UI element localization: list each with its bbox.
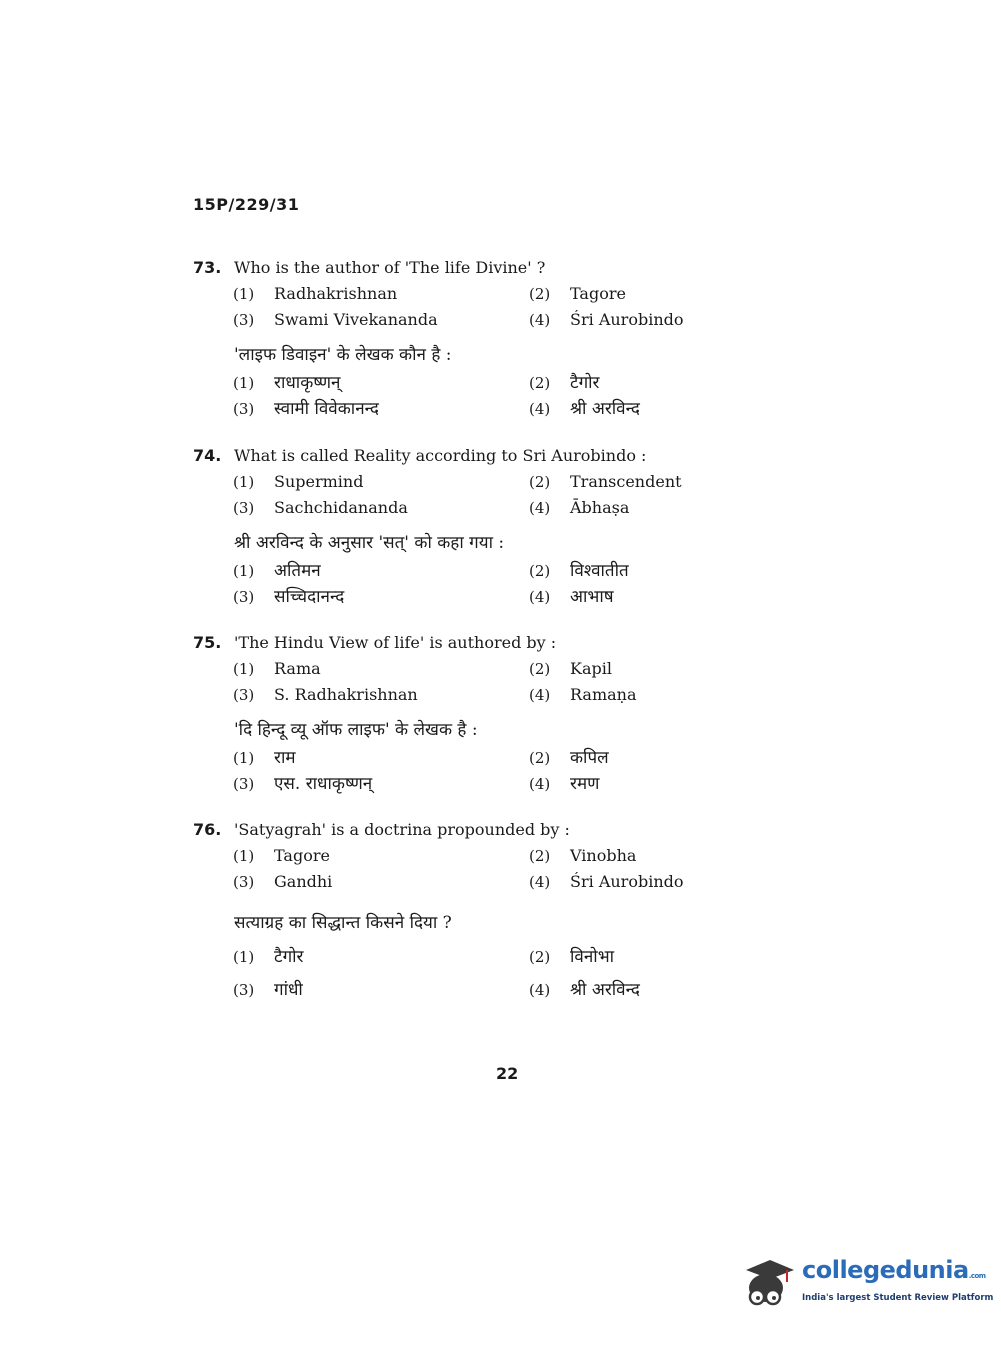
question-text-hi: श्री अरविन्द के अनुसार 'सत्' को कहा गया : (234, 533, 505, 553)
question-74 (193, 446, 753, 610)
option-number: (1) (233, 660, 255, 678)
option (233, 284, 397, 303)
option-text: श्री अरविन्द (570, 980, 640, 1000)
option-text: Śri Aurobindo (570, 310, 684, 329)
option (529, 472, 682, 491)
option-text: राम (274, 748, 296, 768)
question-number: 76. (193, 820, 222, 839)
page-number: 22 (496, 1064, 519, 1083)
option-text: टैगोर (570, 373, 600, 393)
option-row (193, 846, 753, 872)
option (233, 846, 330, 865)
option (529, 846, 636, 865)
option-number: (1) (233, 473, 255, 491)
question-number: 73. (193, 258, 222, 277)
option-number: (1) (233, 847, 255, 865)
option-number: (3) (233, 775, 255, 793)
option-row (193, 472, 753, 498)
question-75 (193, 633, 753, 797)
option (233, 396, 379, 419)
question-text-hi: सत्याग्रह का सिद्धान्त किसने दिया ? (234, 913, 452, 933)
option-number: (2) (529, 473, 551, 491)
option-text: Radhakrishnan (274, 284, 398, 303)
option-number: (1) (233, 374, 255, 392)
option (233, 771, 372, 794)
option-row (193, 370, 753, 396)
option (529, 944, 614, 967)
option-text: टैगोर (274, 947, 304, 967)
question-text-hi: 'दि हिन्दू व्यू ऑफ लाइफ' के लेखक है : (234, 720, 478, 740)
option-number: (4) (529, 499, 551, 517)
question-text-en: 'Satyagrah' is a doctrina propounded by : (234, 820, 570, 839)
option-number: (2) (529, 948, 551, 966)
option-number: (1) (233, 562, 255, 580)
question-line (193, 820, 753, 846)
option-text: एस. राधाकृष्णन् (274, 774, 373, 794)
logo-brand-text: collegedunia (802, 1256, 969, 1284)
option (233, 977, 303, 1000)
paper-code: 15P/229/31 (193, 195, 300, 214)
option-number: (3) (233, 499, 255, 517)
option (233, 872, 332, 891)
question-line-hi (193, 717, 753, 745)
option-number: (3) (233, 311, 255, 329)
option-number: (4) (529, 775, 551, 793)
option (233, 370, 340, 393)
option-text: अतिमन (274, 561, 321, 581)
mascot-icon (740, 1252, 798, 1310)
option-text: S. Radhakrishnan (274, 685, 418, 704)
question-line-hi (193, 530, 753, 558)
logo-brand (802, 1256, 986, 1284)
option-text: विश्वातीत (570, 561, 629, 581)
option-text: Supermind (274, 472, 364, 491)
option-text: सच्चिदानन्द (274, 587, 345, 607)
question-text-en: What is called Reality according to Sri Aurobindo : (234, 446, 647, 465)
option (529, 370, 600, 393)
question-number: 74. (193, 446, 222, 465)
option-row (193, 498, 753, 524)
option (233, 472, 363, 491)
question-text-en: Who is the author of 'The life Divine' ? (234, 258, 546, 277)
option-row (193, 396, 753, 422)
option (529, 584, 614, 607)
option (529, 771, 599, 794)
question-line-hi (193, 910, 753, 944)
option (529, 977, 640, 1000)
option-row (193, 977, 753, 1010)
option-text: रमण (570, 774, 600, 794)
option (529, 872, 684, 891)
option-number: (1) (233, 285, 255, 303)
collegedunia-logo (740, 1250, 994, 1312)
option-row (193, 584, 753, 610)
option (529, 659, 612, 678)
option-row (193, 284, 753, 310)
option-text: श्री अरविन्द (570, 399, 640, 419)
option-number: (1) (233, 749, 255, 767)
option-number: (3) (233, 981, 255, 999)
option-text: Rama (274, 659, 321, 678)
option (233, 944, 304, 967)
option-text: Tagore (274, 846, 330, 865)
option (233, 584, 344, 607)
option-text: कपिल (570, 748, 609, 768)
option-text: स्वामी विवेकानन्द (274, 399, 379, 419)
option-text: विनोभा (570, 947, 615, 967)
option-text: Ramaṇa (570, 685, 637, 704)
option-text: Śri Aurobindo (570, 872, 684, 891)
logo-brand-suffix: .com (968, 1272, 986, 1280)
option (233, 310, 438, 329)
option-row (193, 659, 753, 685)
option-number: (3) (233, 686, 255, 704)
option-text: Vinobha (570, 846, 637, 865)
option (529, 685, 637, 704)
option-text: राधाकृष्णन् (274, 373, 341, 393)
option-number: (2) (529, 285, 551, 303)
option-number: (1) (233, 948, 255, 966)
option-text: Kapil (570, 659, 612, 678)
option-number: (2) (529, 562, 551, 580)
option-number: (2) (529, 749, 551, 767)
option-row (193, 745, 753, 771)
question-line (193, 258, 753, 284)
option-row (193, 685, 753, 711)
option-number: (4) (529, 588, 551, 606)
option-number: (4) (529, 873, 551, 891)
question-76 (193, 820, 753, 1010)
option-row (193, 771, 753, 797)
option-number: (4) (529, 981, 551, 999)
question-line (193, 446, 753, 472)
option (233, 498, 408, 517)
option-text: Transcendent (570, 472, 682, 491)
option-number: (4) (529, 311, 551, 329)
option-number: (2) (529, 660, 551, 678)
option (529, 498, 629, 517)
option-row (193, 872, 753, 898)
option-number: (3) (233, 588, 255, 606)
option (529, 284, 626, 303)
option (233, 558, 321, 581)
option-text: गांधी (274, 980, 303, 1000)
option-number: (4) (529, 686, 551, 704)
option-text: आभाष (570, 587, 614, 607)
option-text: Swami Vivekananda (274, 310, 438, 329)
option-row (193, 558, 753, 584)
option-text: Sachchidananda (274, 498, 408, 517)
option-number: (2) (529, 374, 551, 392)
logo-tagline: India's largest Student Review Platform (802, 1293, 994, 1303)
option-number: (4) (529, 400, 551, 418)
option (529, 396, 640, 419)
question-line-hi (193, 342, 753, 370)
option (529, 745, 609, 768)
option-number: (3) (233, 400, 255, 418)
option (233, 745, 296, 768)
question-number: 75. (193, 633, 222, 652)
option-text: Ābhaṣa (570, 498, 630, 517)
option (529, 558, 629, 581)
option-number: (3) (233, 873, 255, 891)
option-number: (2) (529, 847, 551, 865)
option-text: Gandhi (274, 872, 333, 891)
option (233, 685, 418, 704)
option-row (193, 310, 753, 336)
question-73 (193, 258, 753, 422)
question-line (193, 633, 753, 659)
option (233, 659, 321, 678)
question-text-hi: 'लाइफ डिवाइन' के लेखक कौन है : (234, 345, 452, 365)
question-text-en: 'The Hindu View of life' is authored by : (234, 633, 557, 652)
option-text: Tagore (570, 284, 626, 303)
option (529, 310, 684, 329)
option-row (193, 944, 753, 977)
